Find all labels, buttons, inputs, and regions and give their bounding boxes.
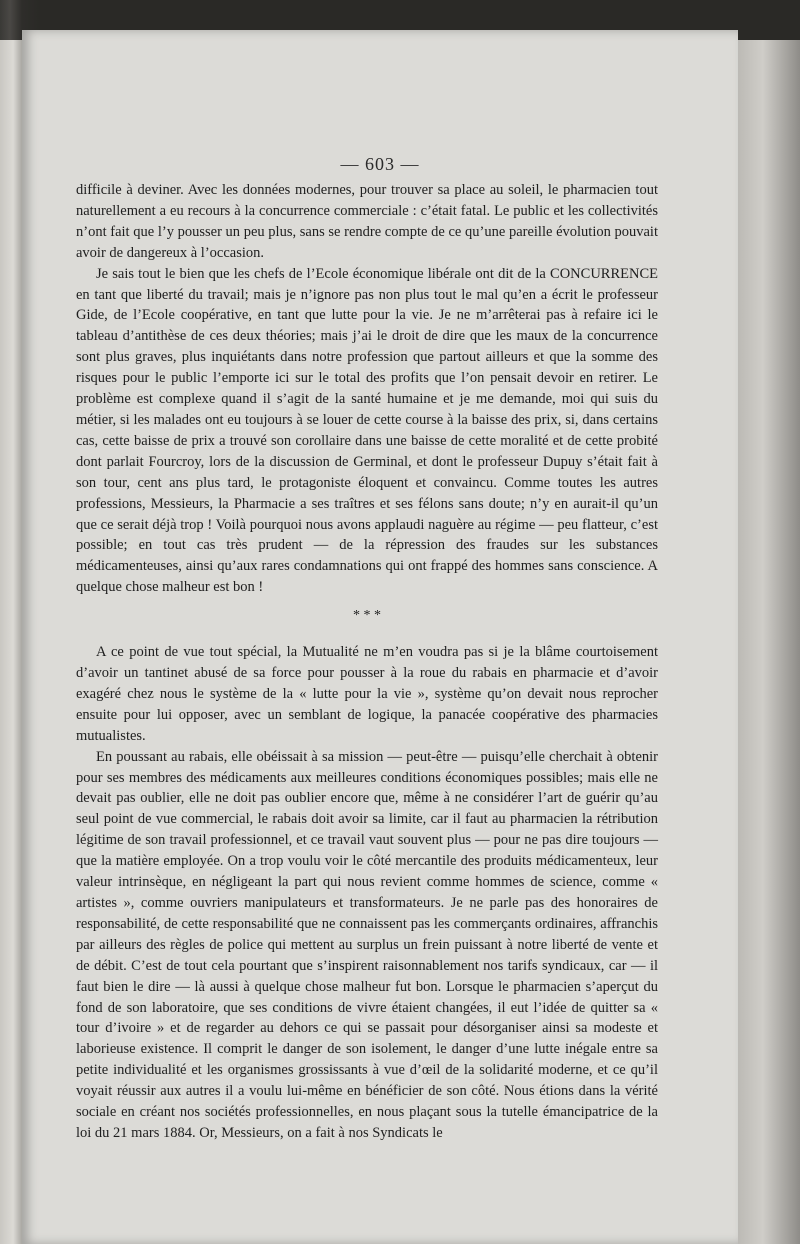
- book-page: [22, 30, 738, 1244]
- paragraph-1: difficile à deviner. Avec les données modernes, pour trouver sa place au soleil, le pharmacien tout naturellement a eu recours à la concurrence commerciale : c’était fatal. Le public et les collectivités n’ont fait que l’y pousser un peu plus, sans se rendre compte de ce qu’une pareille évolution pouvait avoir de dangereux à l’occasion.: [76, 182, 658, 261]
- page-number: — 603 —: [340, 154, 420, 174]
- previous-page-edge: [0, 40, 22, 1244]
- section-separator: * * *: [353, 608, 381, 624]
- paragraph-2: Je sais tout le bien que les chefs de l’Ecole économique libérale ont dit de la CONCURRENCE en tant que liberté du travail; mais je n’ignore pas non plus tout le mal qu’en a écrit le professeur Gide, de l’Ecole coopérative, en tant que lutte pour la vie. Je ne m’arrêterai pas à refaire ici le tableau d’antithèse de ces deux théories; mais j’ai le droit de dire que les maux de la concurrence sont plus graves, plus inquiétants dans notre profession que partout ailleurs et que la somme des risques pour le public l’emporte ici sur le total des profits que l’on pensait devoir en retirer. Le problème est complexe quand il s’agit de la santé humaine et je me demande, moi qui suis du métier, si les malades ont eu toujours à se louer de cette course à la baisse des prix, si, dans certains cas, cette baisse de prix a trouvé son corollaire dans une baisse de cette moralité et de cette probité dont parlait Fourcroy, lors de la discussion de Germinal, et dont le professeur Dupuy s’était fait à son tour, cent ans plus tard, le protagoniste éloquent et convaincu. Comme toutes les autres professions, Messieurs, la Pharmacie a ses traîtres et ses félons sans doute; n’y en aurait-il qu’un que ce serait déjà trop ! Voilà pourquoi nous avons applaudi naguère au régime — peu flatteur, c’est possible; en tout cas très prudent — de la répression des fraudes sur les substances médicamenteuses, ainsi qu’aux rares condamnations qui ont frappé des hommes sans conscience. A quelque chose malheur est bon !: [76, 265, 658, 596]
- body-text: [76, 180, 658, 1144]
- next-page-edge: [738, 40, 800, 1244]
- paragraph-3: A ce point de vue tout spécial, la Mutualité ne m’en voudra pas si je la blâme courtoisement d’avoir un tantinet abusé de sa force pour pousser à la roue du rabais en pharmacie et d’avoir exagéré chez nous le système de la « lutte pour la vie », système qu’on devait nous reprocher ensuite pour lui opposer, avec un semblant de logique, la panacée coopérative des pharmacies mutualistes.: [76, 644, 658, 744]
- paragraph-4: En poussant au rabais, elle obéissait à sa mission — peut-être — puisqu’elle cherchait à obtenir pour ses membres des médicaments aux meilleures conditions économiques possibles; mais elle ne devait pas oublier, elle ne doit pas oublier encore que, même à ne considérer l’art de guérir qu’au seul point de vue commercial, le rabais doit avoir sa limite, car il faut au pharmacien la rétribution légitime de son travail professionnel, et ce travail vaut souvent plus — pour ne pas dire toujours — que la matière employée. On a trop voulu voir le côté mercantile des produits médicamenteux, leur valeur intrinsèque, en négligeant la part qui nous revient comme hommes de science, comme « artistes », comme ouvriers manipulateurs et transformateurs. Je ne parle pas des honoraires de responsabilité, de cette responsabilité que ne connaissent pas les commerçants ordinaires, affranchis par ailleurs des règles de police qui mettent au surplus un frein puissant à notre liberté de vente et de débit. C’est de tout cela pourtant que s’inspirent raisonnablement nos tarifs syndicaux, car — il faut bien le dire — là aussi à quelque chose malheur fut bon. Lorsque le pharmacien s’aperçut du fond de son laboratoire, que ses conditions de vivre étaient changées, il eut l’idée de quitter sa « tour d’ivoire » et de regarder au dehors ce qui se passait pour désorganiser ainsi sa modeste et laborieuse existence. Il comprit le danger de son isolement, le danger d’une lutte inégale entre sa petite individualité et les organismes grossissants à vue d’œil de la solidarité moderne, et ce qu’il voyait réussir aux autres il a voulu lui-même en bénéficier de son côté. Nous étions dans la vérité sociale en créant nos sociétés professionnelles, en nous plaçant sous la tutelle émancipatrice de la loi du 21 mars 1884. Or, Messieurs, on a fait à nos Syndicats le: [76, 748, 658, 1141]
